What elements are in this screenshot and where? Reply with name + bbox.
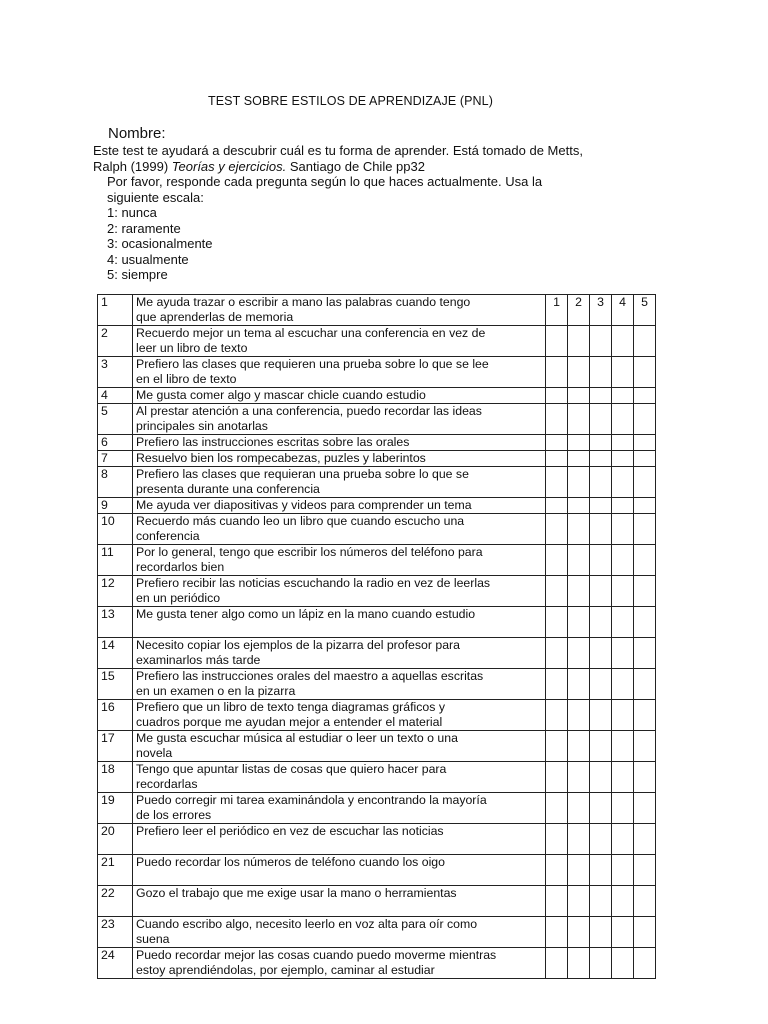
answer-cell[interactable] — [590, 404, 612, 435]
answer-cell[interactable] — [590, 435, 612, 451]
question-text — [133, 388, 546, 404]
answer-cell[interactable] — [590, 388, 612, 404]
answer-cell[interactable] — [612, 467, 634, 498]
question-row — [98, 855, 656, 886]
answer-cell[interactable] — [590, 948, 612, 979]
answer-cell[interactable] — [612, 762, 634, 793]
answer-cell[interactable] — [590, 886, 612, 917]
answer-cell[interactable] — [590, 793, 612, 824]
intro-line-1: Este test te ayudará a descubrir cuál es tu forma de aprender. Está tomado de Metts, — [93, 143, 583, 158]
question-row — [98, 638, 656, 669]
question-number: 8 — [98, 467, 133, 498]
answer-cell[interactable] — [546, 576, 568, 607]
question-text-line: en un periódico — [136, 591, 221, 605]
question-text — [133, 824, 546, 855]
question-text-line: en un examen o en la pizarra — [136, 684, 296, 698]
name-label: Nombre: — [108, 125, 166, 142]
answer-cell[interactable] — [546, 514, 568, 545]
question-text-line: Me gusta comer algo y mascar chicle cuando estudio — [136, 388, 426, 402]
question-text-line: Puedo recordar mejor las cosas cuando puedo moverme mientras — [136, 948, 497, 962]
answer-cell[interactable] — [568, 451, 590, 467]
question-text — [133, 948, 546, 979]
question-text-line: Gozo el trabajo que me exige usar la mano o herramientas — [136, 886, 457, 900]
answer-cell[interactable] — [612, 638, 634, 669]
answer-cell[interactable] — [568, 669, 590, 700]
answer-cell[interactable] — [590, 576, 612, 607]
question-number: 13 — [98, 607, 133, 638]
intro-text — [93, 143, 653, 283]
answer-cell[interactable] — [568, 435, 590, 451]
question-text — [133, 435, 546, 451]
answer-cell[interactable] — [546, 793, 568, 824]
answer-cell[interactable] — [634, 793, 656, 824]
question-number: 10 — [98, 514, 133, 545]
answer-cell[interactable] — [546, 948, 568, 979]
question-text — [133, 576, 546, 607]
question-text-line: Me gusta escuchar música al estudiar o leer un texto o una — [136, 731, 458, 745]
question-text-line: recordarlas — [136, 777, 198, 791]
answer-cell[interactable] — [634, 669, 656, 700]
scale-header-4: 4 — [612, 295, 634, 326]
question-text — [133, 357, 546, 388]
answer-cell[interactable] — [634, 762, 656, 793]
answer-cell[interactable] — [568, 886, 590, 917]
question-row — [98, 886, 656, 917]
question-text — [133, 886, 546, 917]
answer-cell[interactable] — [568, 824, 590, 855]
question-row — [98, 607, 656, 638]
scale-header-5: 5 — [634, 295, 656, 326]
question-text-line: Resuelvo bien los rompecabezas, puzles y laberintos — [136, 451, 426, 465]
question-text-line: Recuerdo mejor un tema al escuchar una conferencia en vez de — [136, 326, 486, 340]
answer-cell[interactable] — [568, 731, 590, 762]
answer-cell[interactable] — [568, 700, 590, 731]
question-row — [98, 545, 656, 576]
scale-header-1: 1 — [546, 295, 568, 326]
question-text-line: estoy aprendiéndolas, por ejemplo, caminar al estudiar — [136, 963, 435, 977]
question-row — [98, 669, 656, 700]
answer-cell[interactable] — [590, 762, 612, 793]
question-text-line: presenta durante una conferencia — [136, 482, 320, 496]
answer-cell[interactable] — [546, 824, 568, 855]
questionnaire-table — [97, 294, 656, 979]
answer-cell[interactable] — [612, 855, 634, 886]
question-text-line: Recuerdo más cuando leo un libro que cuando escucho una — [136, 514, 465, 528]
answer-cell[interactable] — [612, 917, 634, 948]
question-text-line: Prefiero las instrucciones orales del maestro a aquellas escritas — [136, 669, 484, 683]
answer-cell[interactable] — [590, 700, 612, 731]
question-number: 23 — [98, 917, 133, 948]
question-row — [98, 824, 656, 855]
question-row — [98, 295, 656, 326]
answer-cell[interactable] — [612, 451, 634, 467]
answer-cell[interactable] — [568, 855, 590, 886]
answer-cell[interactable] — [546, 731, 568, 762]
answer-cell[interactable] — [546, 357, 568, 388]
answer-cell[interactable] — [634, 700, 656, 731]
answer-cell[interactable] — [590, 607, 612, 638]
answer-cell[interactable] — [634, 948, 656, 979]
question-number: 19 — [98, 793, 133, 824]
question-text — [133, 514, 546, 545]
scale-item-3: 3: ocasionalmente — [107, 236, 213, 251]
answer-cell[interactable] — [568, 498, 590, 514]
question-number: 16 — [98, 700, 133, 731]
question-number: 20 — [98, 824, 133, 855]
answer-cell[interactable] — [590, 731, 612, 762]
answer-cell[interactable] — [612, 700, 634, 731]
answer-cell[interactable] — [590, 467, 612, 498]
answer-cell[interactable] — [546, 762, 568, 793]
question-number: 3 — [98, 357, 133, 388]
question-number: 11 — [98, 545, 133, 576]
question-text-line: leer un libro de texto — [136, 341, 248, 355]
question-text-line: Me ayuda ver diapositivas y videos para comprender un tema — [136, 498, 472, 512]
question-text — [133, 762, 546, 793]
answer-cell[interactable] — [546, 498, 568, 514]
intro-book-title: Teorías y ejercicios. — [171, 158, 287, 174]
answer-cell[interactable] — [590, 855, 612, 886]
answer-cell[interactable] — [612, 326, 634, 357]
answer-cell[interactable] — [546, 326, 568, 357]
answer-cell[interactable] — [612, 545, 634, 576]
answer-cell[interactable] — [590, 669, 612, 700]
question-row — [98, 498, 656, 514]
answer-cell[interactable] — [590, 638, 612, 669]
scale-header-2: 2 — [568, 295, 590, 326]
answer-cell[interactable] — [546, 917, 568, 948]
answer-cell[interactable] — [568, 948, 590, 979]
scale-item-1: 1: nunca — [107, 205, 157, 220]
question-text — [133, 917, 546, 948]
question-text — [133, 545, 546, 576]
question-text-line: recordarlos bien — [136, 560, 225, 574]
question-text — [133, 451, 546, 467]
answer-cell[interactable] — [634, 467, 656, 498]
question-row — [98, 404, 656, 435]
question-text-line: Prefiero recibir las noticias escuchando la radio en vez de leerlas — [136, 576, 491, 590]
answer-cell[interactable] — [612, 948, 634, 979]
answer-cell[interactable] — [590, 357, 612, 388]
answer-cell[interactable] — [546, 435, 568, 451]
answer-cell[interactable] — [634, 435, 656, 451]
question-text-line: de los errores — [136, 808, 212, 822]
answer-cell[interactable] — [634, 326, 656, 357]
question-row — [98, 514, 656, 545]
question-text-line — [136, 901, 542, 916]
document-title: TEST SOBRE ESTILOS DE APRENDIZAJE (PNL) — [208, 94, 493, 108]
question-number: 5 — [98, 404, 133, 435]
question-number: 17 — [98, 731, 133, 762]
answer-cell[interactable] — [612, 607, 634, 638]
question-text-line: Me gusta tener algo como un lápiz en la mano cuando estudio — [136, 607, 476, 621]
answer-cell[interactable] — [568, 357, 590, 388]
answer-cell[interactable] — [634, 855, 656, 886]
answer-cell[interactable] — [634, 404, 656, 435]
answer-cell[interactable] — [568, 607, 590, 638]
answer-cell[interactable] — [568, 638, 590, 669]
answer-cell[interactable] — [590, 824, 612, 855]
question-number: 1 — [98, 295, 133, 326]
question-text-line: principales sin anotarlas — [136, 419, 268, 433]
answer-cell[interactable] — [546, 638, 568, 669]
question-row — [98, 357, 656, 388]
question-text-line: Al prestar atención a una conferencia, puedo recordar las ideas — [136, 404, 482, 418]
answer-cell[interactable] — [634, 824, 656, 855]
answer-cell[interactable] — [612, 404, 634, 435]
question-number: 15 — [98, 669, 133, 700]
answer-cell[interactable] — [590, 545, 612, 576]
question-text-line: que aprenderlas de memoria — [136, 310, 294, 324]
question-text-line: Puedo recordar los números de teléfono cuando los oigo — [136, 855, 445, 869]
answer-cell[interactable] — [546, 855, 568, 886]
answer-cell[interactable] — [634, 545, 656, 576]
question-text — [133, 467, 546, 498]
question-text-line: Prefiero las instrucciones escritas sobre las orales — [136, 435, 410, 449]
answer-cell[interactable] — [590, 514, 612, 545]
answer-cell[interactable] — [634, 388, 656, 404]
question-row — [98, 917, 656, 948]
question-text-line — [136, 622, 542, 637]
question-number: 14 — [98, 638, 133, 669]
question-text — [133, 295, 546, 326]
question-text-line: Prefiero las clases que requieran una prueba sobre lo que se — [136, 467, 469, 481]
answer-cell[interactable] — [546, 545, 568, 576]
question-text — [133, 326, 546, 357]
answer-cell[interactable] — [546, 669, 568, 700]
question-text-line: Por lo general, tengo que escribir los números del teléfono para — [136, 545, 483, 559]
question-row — [98, 948, 656, 979]
answer-cell[interactable] — [568, 388, 590, 404]
question-number: 4 — [98, 388, 133, 404]
answer-cell[interactable] — [568, 762, 590, 793]
answer-cell[interactable] — [634, 886, 656, 917]
answer-cell[interactable] — [546, 886, 568, 917]
question-number: 12 — [98, 576, 133, 607]
answer-cell[interactable] — [612, 793, 634, 824]
answer-cell[interactable] — [612, 388, 634, 404]
question-text-line: conferencia — [136, 529, 200, 543]
answer-cell[interactable] — [634, 638, 656, 669]
scale-item-4: 4: usualmente — [107, 251, 189, 267]
answer-cell[interactable] — [568, 545, 590, 576]
answer-cell[interactable] — [612, 886, 634, 917]
question-text-line: en el libro de texto — [136, 372, 237, 386]
answer-cell[interactable] — [634, 731, 656, 762]
question-text-line: Prefiero que un libro de texto tenga diagramas gráficos y — [136, 700, 445, 714]
question-text-line — [136, 839, 542, 854]
answer-cell[interactable] — [634, 357, 656, 388]
answer-cell[interactable] — [568, 404, 590, 435]
answer-cell[interactable] — [612, 514, 634, 545]
question-row — [98, 467, 656, 498]
instructions-line-2: siguiente escala: — [107, 189, 204, 205]
question-text-line: cuadros porque me ayudan mejor a entender el material — [136, 715, 443, 729]
question-text — [133, 793, 546, 824]
intro-source: Santiago de Chile pp32 — [289, 158, 425, 174]
question-row — [98, 451, 656, 467]
answer-cell[interactable] — [612, 498, 634, 514]
question-text-line: Puedo corregir mi tarea examinándola y encontrando la mayoría — [136, 793, 487, 807]
question-text — [133, 731, 546, 762]
question-number: 18 — [98, 762, 133, 793]
question-row — [98, 576, 656, 607]
question-row — [98, 731, 656, 762]
answer-cell[interactable] — [590, 451, 612, 467]
question-number: 9 — [98, 498, 133, 514]
answer-cell[interactable] — [590, 498, 612, 514]
scale-item-5: 5: siempre — [107, 267, 168, 282]
answer-cell[interactable] — [590, 917, 612, 948]
question-row — [98, 793, 656, 824]
scale-header-3: 3 — [590, 295, 612, 326]
scale-item-2: 2: raramente — [107, 220, 181, 236]
answer-cell[interactable] — [568, 576, 590, 607]
question-text — [133, 700, 546, 731]
answer-cell[interactable] — [568, 514, 590, 545]
question-row — [98, 326, 656, 357]
question-row — [98, 762, 656, 793]
question-number: 7 — [98, 451, 133, 467]
answer-cell[interactable] — [546, 607, 568, 638]
question-text-line: Tengo que apuntar listas de cosas que quiero hacer para — [136, 762, 447, 776]
question-text — [133, 638, 546, 669]
answer-cell[interactable] — [590, 326, 612, 357]
question-text-line — [136, 870, 542, 885]
answer-cell[interactable] — [568, 467, 590, 498]
instructions-line-1: Por favor, responde cada pregunta según lo que haces actualmente. Usa la — [107, 174, 543, 189]
answer-cell[interactable] — [612, 357, 634, 388]
question-text — [133, 855, 546, 886]
question-text — [133, 669, 546, 700]
question-text-line: Prefiero leer el periódico en vez de escuchar las noticias — [136, 824, 444, 838]
answer-cell[interactable] — [634, 451, 656, 467]
question-number: 22 — [98, 886, 133, 917]
answer-cell[interactable] — [568, 917, 590, 948]
answer-cell[interactable] — [634, 917, 656, 948]
question-number: 6 — [98, 435, 133, 451]
answer-cell[interactable] — [634, 514, 656, 545]
intro-line-2 — [93, 159, 653, 175]
answer-cell[interactable] — [546, 700, 568, 731]
answer-cell[interactable] — [612, 824, 634, 855]
answer-cell[interactable] — [568, 793, 590, 824]
question-text — [133, 404, 546, 435]
answer-cell[interactable] — [612, 731, 634, 762]
question-number: 2 — [98, 326, 133, 357]
answer-cell[interactable] — [546, 388, 568, 404]
question-text-line: suena — [136, 932, 170, 946]
question-text-line: Prefiero las clases que requieren una prueba sobre lo que se lee — [136, 357, 489, 371]
question-text-line: examinarlos más tarde — [136, 653, 261, 667]
answer-cell[interactable] — [546, 404, 568, 435]
answer-cell[interactable] — [612, 669, 634, 700]
question-text-line: novela — [136, 746, 173, 760]
answer-cell[interactable] — [634, 498, 656, 514]
question-row — [98, 435, 656, 451]
question-text — [133, 607, 546, 638]
question-text-line: Me ayuda trazar o escribir a mano las palabras cuando tengo — [136, 295, 471, 309]
intro-author: Ralph (1999) — [93, 158, 169, 174]
question-row — [98, 700, 656, 731]
answer-cell[interactable] — [612, 576, 634, 607]
answer-cell[interactable] — [612, 435, 634, 451]
question-number: 24 — [98, 948, 133, 979]
question-text-line: Necesito copiar los ejemplos de la pizarra del profesor para — [136, 638, 460, 652]
answer-cell[interactable] — [568, 326, 590, 357]
answer-cell[interactable] — [546, 467, 568, 498]
answer-cell[interactable] — [546, 451, 568, 467]
question-text — [133, 498, 546, 514]
question-text-line: Cuando escribo algo, necesito leerlo en voz alta para oír como — [136, 917, 478, 931]
question-row — [98, 388, 656, 404]
question-number: 21 — [98, 855, 133, 886]
answer-cell[interactable] — [634, 576, 656, 607]
answer-cell[interactable] — [634, 607, 656, 638]
